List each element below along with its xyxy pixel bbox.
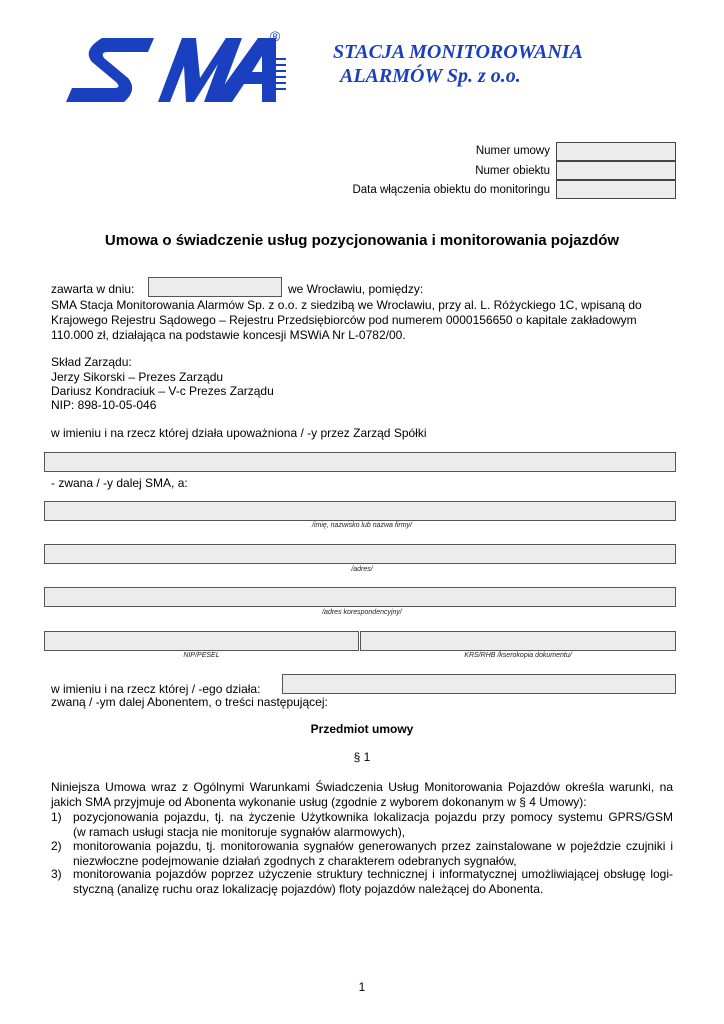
client-representative-field[interactable] [282, 674, 676, 694]
list-item [51, 809, 673, 841]
list-item-number: 1) [51, 810, 62, 824]
client-name-caption: /imię, nazwisko lub nazwa firmy/ [312, 522, 412, 529]
representative-field[interactable] [44, 452, 676, 472]
board-member-1: Jerzy Sikorski – Prezes Zarządu [51, 370, 224, 384]
in-wroclaw-text: we Wrocławiu, pomiędzy: [288, 282, 424, 296]
document-title: Umowa o świadczenie usług pozycjonowania i monitorowania pojazdów [104, 232, 620, 249]
contract-number-label: Numer umowy [475, 145, 550, 157]
list-item-line: (w ramach usługi stacja nie monitoruje sygnałów alarmowych), [73, 825, 406, 839]
nip-caption: NIP/PESEL [183, 652, 220, 659]
activation-date-label: Data włączenia obiektu do monitoringu [352, 184, 550, 196]
concluded-on-field[interactable] [148, 277, 282, 297]
board-heading: Skład Zarządu: [51, 355, 132, 369]
page-number: 1 [358, 980, 366, 994]
list-item [51, 866, 673, 898]
object-number-field[interactable] [556, 161, 676, 180]
sma-logo-graphic [62, 28, 294, 108]
called-subscriber-text: zwaną / -ym dalej Abonentem, o treści następującej: [51, 695, 328, 709]
krs-field[interactable] [360, 631, 676, 651]
list-item-line: pozycjonowania pojazdu, tj. na życzenie Użytkownika lokalizacja pojazdu przy pomocy systemu GPRS/GSM [73, 810, 673, 824]
company-name-line2: ALARMÓW Sp. z o.o. [340, 65, 521, 87]
on-behalf-text: w imieniu i na rzecz której działa upoważniona / -y przez Zarząd Spółki [51, 426, 427, 440]
correspondence-address-field[interactable] [44, 587, 676, 607]
company-desc-line1: SMA Stacja Monitorowania Alarmów Sp. z o.o. z siedzibą we Wrocławiu, przy al. L. Różyckiego 1C, wpisaną do [51, 298, 642, 312]
section-heading: Przedmiot umowy [310, 722, 414, 736]
company-nip: NIP: 898-10-05-046 [51, 398, 157, 412]
board-member-2: Dariusz Kondraciuk – V-c Prezes Zarządu [51, 384, 274, 398]
client-name-field[interactable] [44, 501, 676, 521]
company-desc-line2: Krajowego Rejestru Sądowego – Rejestru Przedsiębiorców pod numerem 0000156650 o kapitale zakładowym [51, 313, 637, 327]
activation-date-field[interactable] [556, 180, 676, 199]
list-item-number: 3) [51, 867, 62, 881]
paragraph-line-1: Niniejsza Umowa wraz z Ogólnymi Warunkami Świadczenia Usług Monitorowania Pojazdów określa warunki, na [51, 780, 673, 794]
list-item-line: monitorowania pojazdu, tj. monitorowania sygnałów generowanych przez zainstalowane w pojeździe czujniki i [73, 839, 673, 853]
nip-field[interactable] [44, 631, 359, 651]
object-number-label: Numer obiektu [475, 165, 550, 177]
list-item-number: 2) [51, 839, 62, 853]
krs-caption: KRS/RHB /kserokopia dokumentu/ [464, 652, 572, 659]
paragraph-line-2: jakich SMA przyjmuje od Abonenta wykonanie usług (zgodnie z wyborem dokonanym w § 4 Umowy): [51, 795, 587, 809]
registered-mark: ® [270, 28, 281, 44]
client-address-field[interactable] [44, 544, 676, 564]
list-item-line: niezwłoczne podejmowanie działań zgodnych z charakterem odebranych sygnałów, [73, 854, 517, 868]
list-item-line: monitorowania pojazdów poprzez użyczenie struktury technicznej i informatycznej umożliwiającej obsługę logi- [73, 867, 673, 881]
client-address-caption: /adres/ [351, 566, 373, 573]
correspondence-address-caption: /adres korespondencyjny/ [322, 609, 402, 616]
company-desc-line3: 110.000 zł, działająca na podstawie koncesji MSWiA Nr L-0782/00. [51, 328, 406, 342]
list-item-line: styczną (analizę ruchu oraz lokalizację pojazdów) floty pojazdów należącej do Abonenta. [73, 882, 544, 896]
contract-number-field[interactable] [556, 142, 676, 161]
company-name-line1: STACJA MONITOROWANIA [333, 41, 583, 63]
client-on-behalf-text: w imieniu i na rzecz której / -ego działa: [51, 682, 261, 696]
sma-logo [62, 28, 294, 108]
paragraph-sign: § 1 [353, 750, 371, 764]
concluded-on-label: zawarta w dniu: [51, 282, 135, 296]
called-sma-text: - zwana / -y dalej SMA, a: [51, 476, 188, 490]
